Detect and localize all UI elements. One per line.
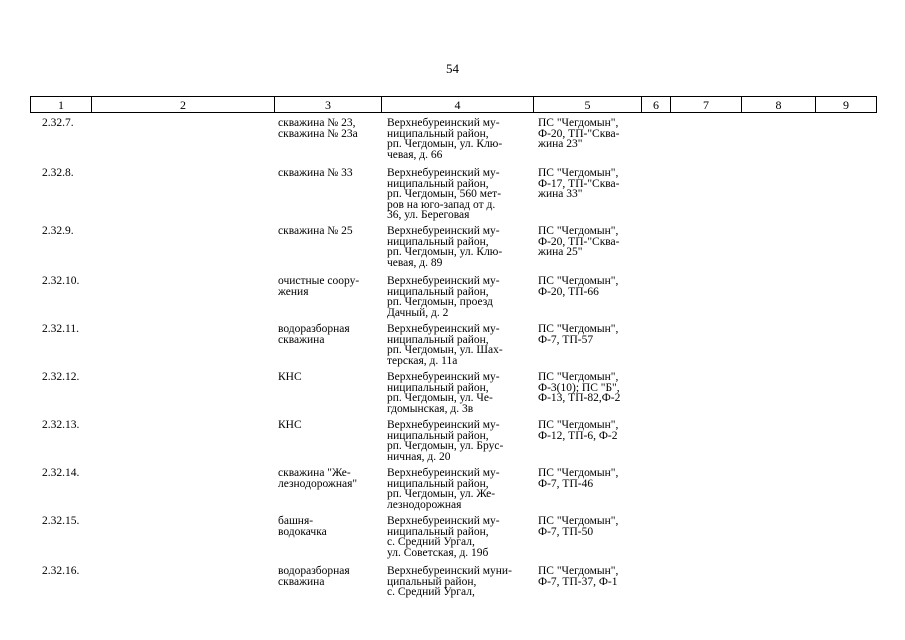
row-col-7 [670,168,741,226]
row-col-9 [815,324,876,372]
table-row [30,468,876,516]
header-col-6: 6 [642,97,671,113]
table-row [30,226,876,276]
object-address: Верхнебуреинский му- ниципальный район, с. Средний Ургал, ул. Советская, д. 19б [387,515,500,559]
row-col-6 [641,226,670,276]
row-col-7 [670,276,741,324]
row-col-2 [91,468,274,516]
object-name: водоразборная скважина [278,565,350,588]
object-address: Верхнебуреинский муни- ципальный район, с. Средний Ургал, [387,565,512,598]
object-address: Верхнебуреинский му- ниципальный район, рп. Чегдомын, ул. Клю- чевая, д. 89 [387,225,503,269]
row-col-2 [91,372,274,420]
header-col-1: 1 [31,97,92,113]
table-row [30,566,876,606]
object-address: Верхнебуреинский му- ниципальный район, рп. Чегдомын, ул. Же- лезнодорожная [387,467,500,511]
object-name: КНС [278,371,302,383]
table-row [30,420,876,468]
row-col-8 [741,372,815,420]
row-col-8 [741,226,815,276]
row-number: 2.32.15. [42,515,80,527]
object-address: Верхнебуреинский му- ниципальный район, рп. Чегдомын, проезд Дачный, д. 2 [387,275,500,319]
row-col-6 [641,168,670,226]
row-col-2 [91,118,274,168]
row-col-8 [741,276,815,324]
row-col-2 [91,276,274,324]
page-number: 54 [446,61,459,76]
object-name: КНС [278,419,302,431]
object-address: Верхнебуреинский му- ниципальный район, рп. Чегдомын, ул. Че- гдомынская, д. 3в [387,371,500,415]
row-col-9 [815,516,876,566]
row-col-6 [641,516,670,566]
header-col-2: 2 [92,97,275,113]
row-col-2 [91,324,274,372]
row-col-6 [641,468,670,516]
header-col-3: 3 [275,97,382,113]
row-col-2 [91,516,274,566]
power-source: ПС "Чегдомын", Ф-17, ТП-"Сква- жина 33" [538,167,620,200]
row-col-7 [670,516,741,566]
header-row [31,97,877,113]
header-col-8: 8 [742,97,816,113]
row-col-7 [670,420,741,468]
row-col-9 [815,420,876,468]
power-source: ПС "Чегдомын", Ф-20, ТП-"Сква- жина 23" [538,117,620,150]
row-col-7 [670,324,741,372]
row-col-2 [91,168,274,226]
row-col-8 [741,324,815,372]
object-name: скважина № 23, скважина № 23а [278,117,358,140]
row-col-8 [741,516,815,566]
row-col-2 [91,566,274,606]
object-name: башня- водокачка [278,515,327,538]
table-header [30,96,877,113]
object-name: скважина "Же- лезнодорожная" [278,467,358,490]
table-row [30,516,876,566]
object-name: очистные соору- жения [278,275,360,298]
object-name: водоразборная скважина [278,323,350,346]
object-address: Верхнебуреинский му- ниципальный район, рп. Чегдомын, 560 мет- ров на юго-запад от д. 36, ул. Береговая [387,167,502,221]
row-col-8 [741,168,815,226]
row-number: 2.32.12. [42,371,80,383]
row-number: 2.32.10. [42,275,80,287]
row-col-9 [815,118,876,168]
data-table [30,118,876,606]
table-body [30,118,876,606]
row-col-2 [91,226,274,276]
row-col-6 [641,372,670,420]
object-address: Верхнебуреинский му- ниципальный район, рп. Чегдомын, ул. Клю- чевая, д. 66 [387,117,503,161]
row-col-9 [815,372,876,420]
power-source: ПС "Чегдомын", Ф-20, ТП-"Сква- жина 25" [538,225,620,258]
row-number: 2.32.13. [42,419,80,431]
row-col-6 [641,276,670,324]
row-col-6 [641,566,670,606]
row-col-7 [670,226,741,276]
table-row [30,372,876,420]
header-col-5: 5 [534,97,642,113]
header-col-7: 7 [671,97,742,113]
table-row [30,276,876,324]
power-source: ПС "Чегдомын", Ф-20, ТП-66 [538,275,619,298]
row-number: 2.32.11. [42,323,79,335]
object-address: Верхнебуреинский му- ниципальный район, рп. Чегдомын, ул. Брус- ничная, д. 20 [387,419,504,463]
table-row [30,118,876,168]
power-source: ПС "Чегдомын", Ф-3(10); ПС "Б", Ф-13, ТП-82,Ф-2 [538,371,621,404]
row-col-7 [670,118,741,168]
power-source: ПС "Чегдомын", Ф-7, ТП-46 [538,467,619,490]
row-number: 2.32.8. [42,167,74,179]
row-col-9 [815,276,876,324]
table-row [30,168,876,226]
row-col-7 [670,566,741,606]
row-col-2 [91,420,274,468]
object-name: скважина № 33 [278,167,353,179]
row-number: 2.32.9. [42,225,74,237]
object-address: Верхнебуреинский му- ниципальный район, рп. Чегдомын, ул. Шах- терская, д. 11а [387,323,503,367]
power-source: ПС "Чегдомын", Ф-7, ТП-50 [538,515,619,538]
row-col-8 [741,566,815,606]
row-col-8 [741,468,815,516]
row-col-6 [641,324,670,372]
row-number: 2.32.14. [42,467,80,479]
header-col-9: 9 [816,97,877,113]
object-name: скважина № 25 [278,225,353,237]
row-col-8 [741,118,815,168]
row-col-9 [815,566,876,606]
power-source: ПС "Чегдомын", Ф-12, ТП-6, Ф-2 [538,419,619,442]
row-col-9 [815,226,876,276]
table-row [30,324,876,372]
row-col-9 [815,168,876,226]
power-source: ПС "Чегдомын", Ф-7, ТП-57 [538,323,619,346]
row-col-8 [741,420,815,468]
row-col-7 [670,372,741,420]
power-source: ПС "Чегдомын", Ф-7, ТП-37, Ф-1 [538,565,619,588]
row-col-7 [670,468,741,516]
row-number: 2.32.7. [42,117,74,129]
row-number: 2.32.16. [42,565,80,577]
row-col-6 [641,420,670,468]
header-col-4: 4 [382,97,534,113]
row-col-6 [641,118,670,168]
row-col-9 [815,468,876,516]
